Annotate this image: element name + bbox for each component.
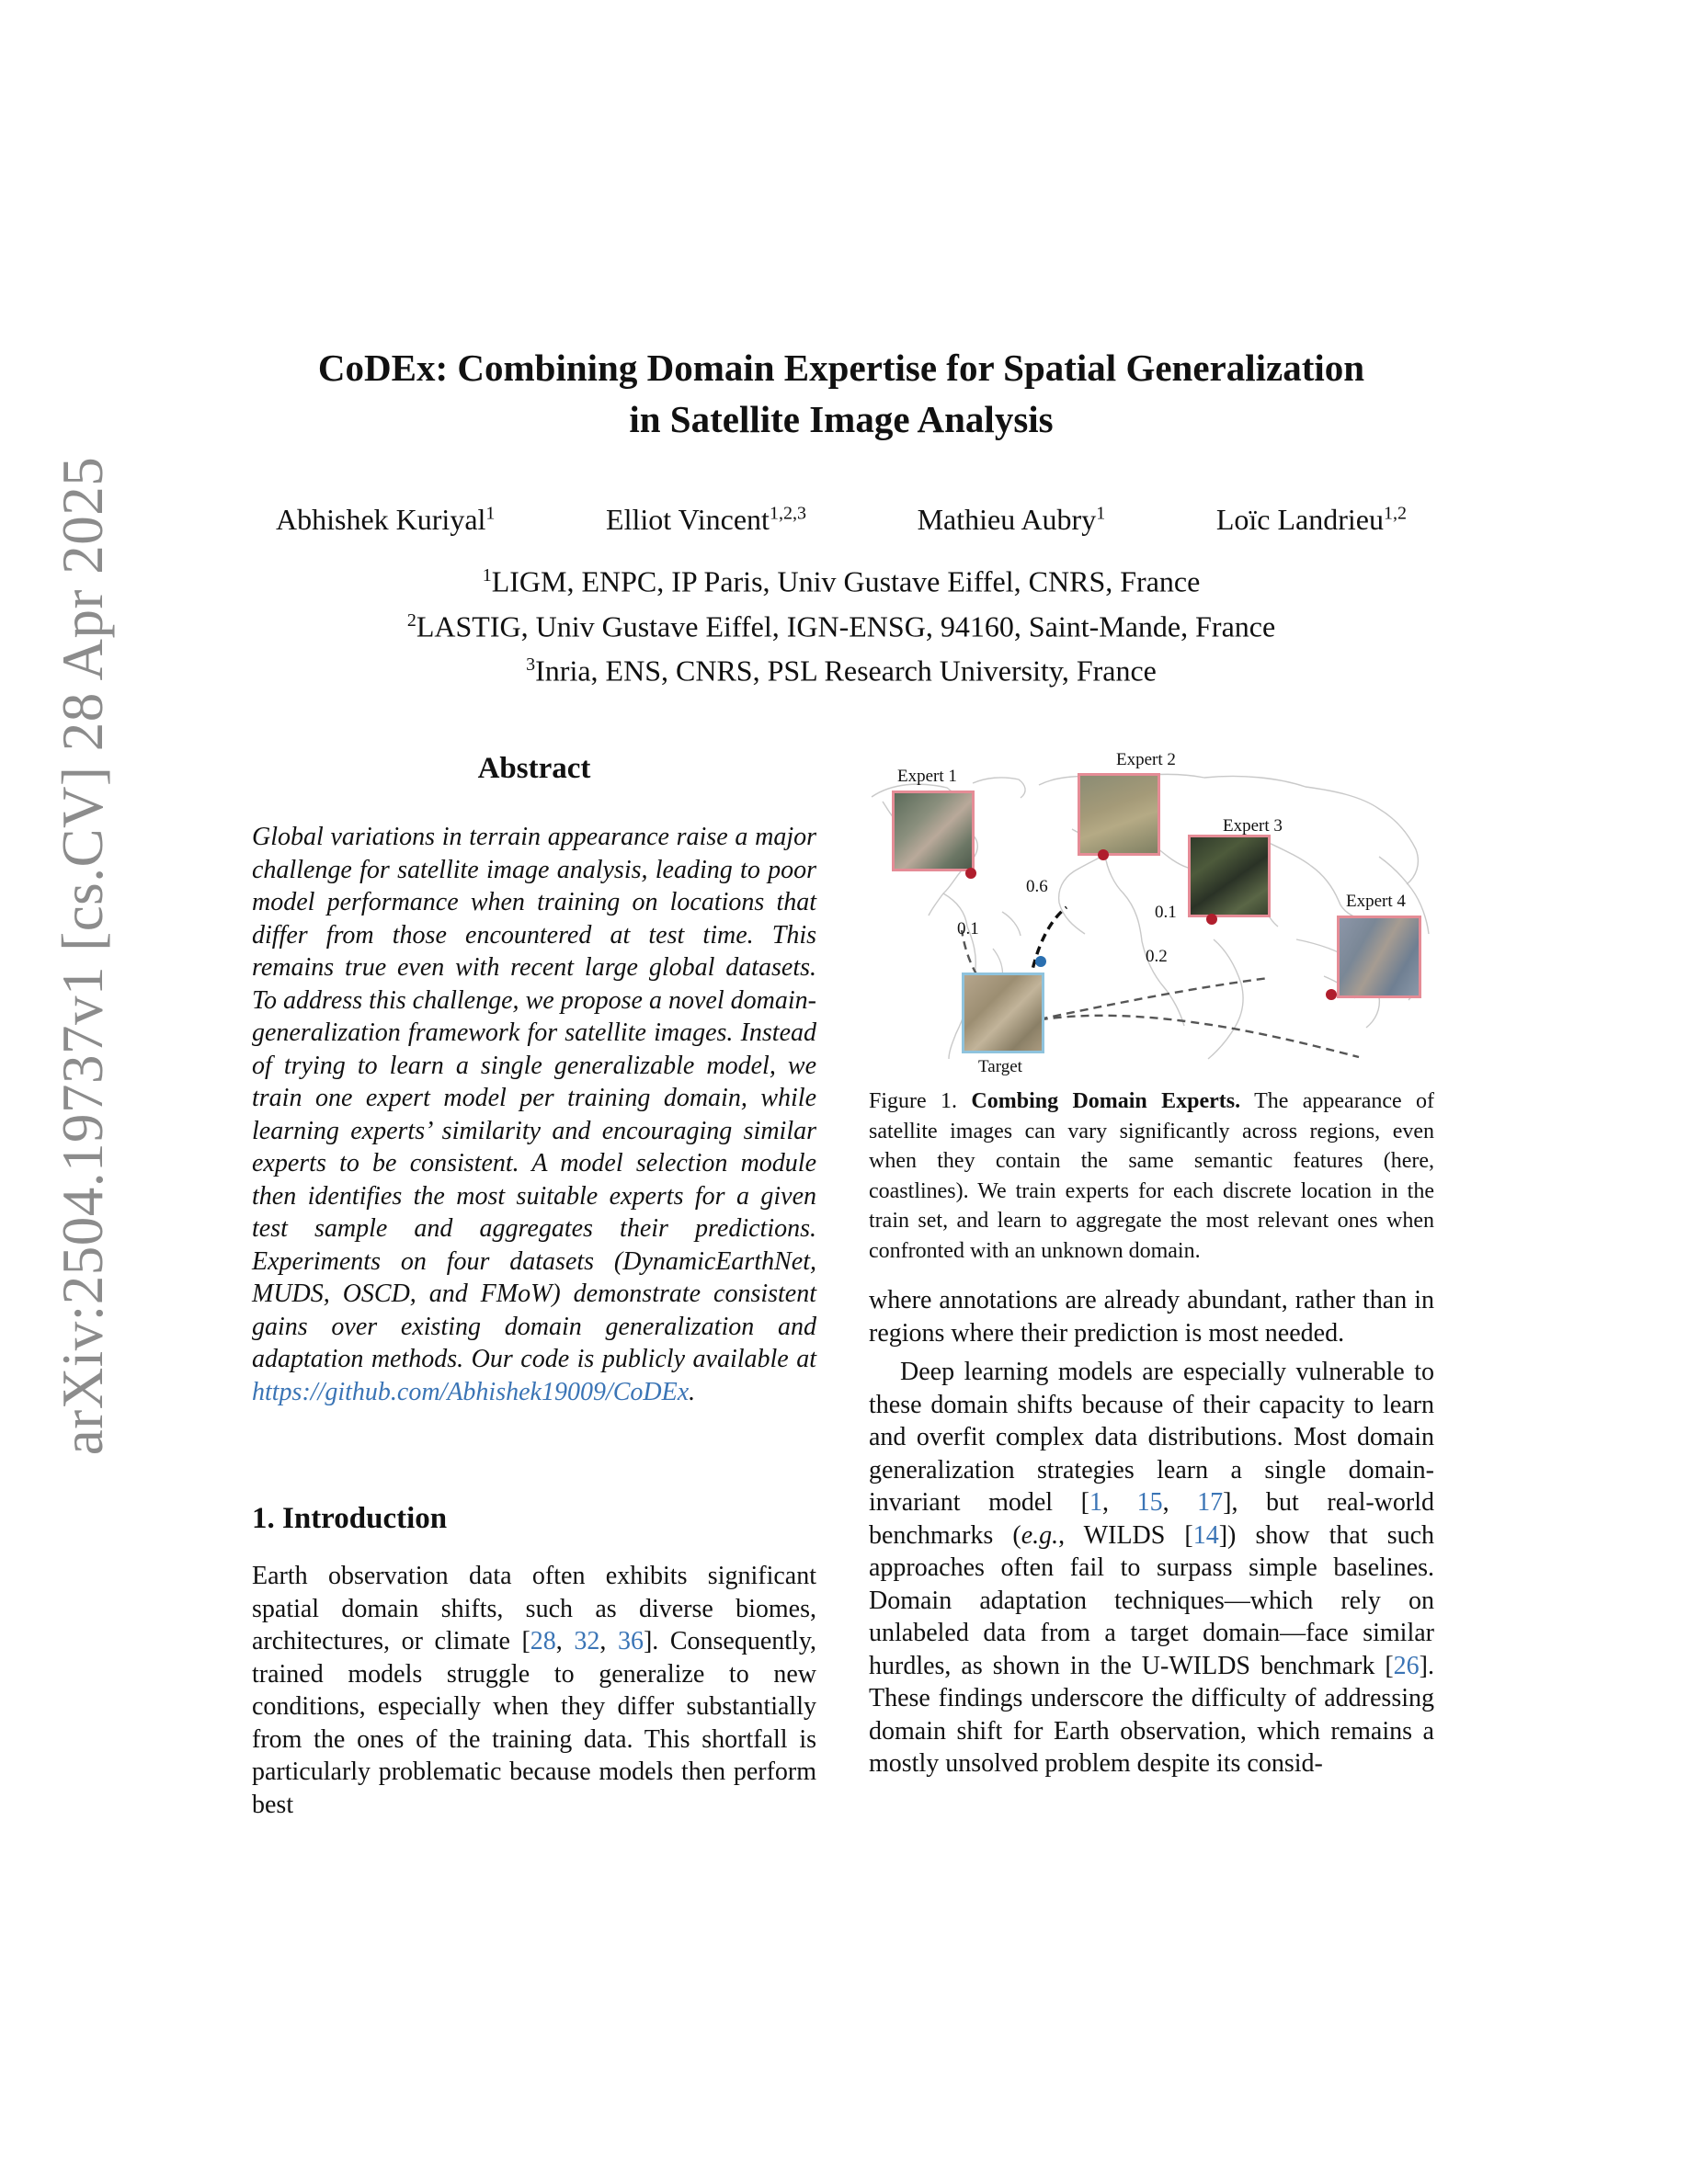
weight-label-expert-1: 0.1 <box>957 919 979 938</box>
author: Loïc Landrieu$^{1,2}$ <box>1215 503 1407 536</box>
citation-link[interactable]: 36 <box>617 1627 644 1655</box>
section-heading-introduction: 1. Introduction <box>252 1502 448 1535</box>
citation-link[interactable]: 32 <box>574 1627 600 1655</box>
affiliations <box>276 556 1407 690</box>
author-list <box>276 503 1407 537</box>
expert-2-label: Expert 2 <box>1116 750 1176 769</box>
introduction-body: Earth observation data often exhibits significant spatial domain shifts, such as diverse biomes, architectures, or climate [28, 32, 36]. Consequently, trained models struggle to generalize to new conditions, especially when they differ substantially from the ones of the training data. This shortfall is particularly problematic because models then perform best <box>252 1562 816 1819</box>
affiliation: $^3$Inria, ENS, CNRS, PSL Research University, France <box>526 654 1157 688</box>
weight-label-expert-4: 0.2 <box>1146 947 1168 966</box>
paragraph: Deep learning models are especially vulnerable to these domain shifts because of their capacity to learn and overfit complex data distributions. Most domain generalization strategies learn a single domain-invariant model [1, 15, 17], but real-world benchmarks (e.g., WILDS [14]) show that such approaches often fail to surpass simple baselines. Domain adaptation techniques—which rely on unlabeled data from a target domain—face similar hurdles, as shown in the U-WILDS benchmark [26]. These findings underscore the difficulty of addressing domain shift for Earth observation, which remains a mostly unsolved problem despite its consid- <box>869 1358 1435 1778</box>
expert-3-node <box>1206 914 1217 925</box>
right-column-body <box>869 1284 1434 1780</box>
weight-label-expert-3: 0.1 <box>1155 903 1177 922</box>
citation-link[interactable]: 17 <box>1197 1488 1224 1517</box>
expert-1-node <box>965 868 976 879</box>
target-label: Target <box>978 1057 1022 1076</box>
author: Elliot Vincent$^{1,2,3}$ <box>606 503 806 536</box>
citation-link[interactable]: 1 <box>1089 1488 1102 1517</box>
weight-label-expert-2: 0.6 <box>1026 877 1048 896</box>
author: Abhishek Kuriyal$^1$ <box>276 503 496 536</box>
expert-4-label: Expert 4 <box>1346 892 1406 911</box>
affiliation: $^1$LIGM, ENPC, IP Paris, Univ Gustave Eiffel, CNRS, France <box>482 564 1201 598</box>
citation-link[interactable]: 28 <box>530 1627 556 1655</box>
code-link[interactable]: https://github.com/Abhishek19009/CoDEx <box>252 1377 690 1406</box>
expert-4-node <box>1326 989 1337 1000</box>
arxiv-side-label: arXiv:2504.19737v1 [cs.CV] 28 Apr 2025 <box>51 456 115 1456</box>
affiliation: $^2$LASTIG, Univ Gustave Eiffel, IGN-ENSG, 94160, Saint-Mande, France <box>406 609 1276 643</box>
expert-3-label: Expert 3 <box>1223 816 1283 836</box>
paragraph: where annotations are already abundant, rather than in regions where their prediction is most needed. <box>869 1286 1434 1348</box>
expert-1-label: Expert 1 <box>897 767 957 786</box>
figure-caption: Figure 1. Combing Domain Experts. The appearance of satellite images can vary significantly across regions, even when they contain the same semantic features (here, coastlines). We train experts for each discrete location in the train set, and learn to aggregate the most relevant ones when confronted with an unknown domain. <box>869 1089 1434 1263</box>
citation-link[interactable]: 14 <box>1192 1520 1219 1550</box>
expert-2-node <box>1098 849 1109 860</box>
abstract-body: Global variations in terrain appearance raise a major challenge for satellite image analysis, leading to poor model performance when training on locations that differ from those encountered at test time. This remains true even with recent large global datasets. To address this challenge, we propose a novel domain-generalization framework for satellite images. Instead of trying to learn a single generalizable model, we train one expert model per training domain, while learning experts’ similarity and encouraging similar experts to be consistent. A model selection module then identifies the most suitable experts for a given test sample and aggregates their predictions. Experiments on four datasets (DynamicEarthNet, MUDS, OSCD, and FMoW) demonstrate consistent gains over existing domain generalization and adaptation methods. Our code is publicly available at https://github.com/Abhishek19009/CoDEx. <box>252 823 816 1406</box>
citation-link[interactable]: 26 <box>1393 1651 1420 1680</box>
figure-domain-experts <box>864 746 1434 1082</box>
target-node <box>1035 956 1046 967</box>
title-line-1: CoDEx: Combining Domain Expertise for Spatial Generalization <box>317 347 1365 389</box>
graph-nodes <box>864 746 1434 1082</box>
author: Mathieu Aubry$^1$ <box>917 503 1106 536</box>
paper-title <box>257 342 1425 445</box>
citation-link[interactable]: 15 <box>1136 1488 1163 1517</box>
title-line-2: in Satellite Image Analysis <box>629 398 1054 440</box>
abstract-heading: Abstract <box>477 752 591 785</box>
